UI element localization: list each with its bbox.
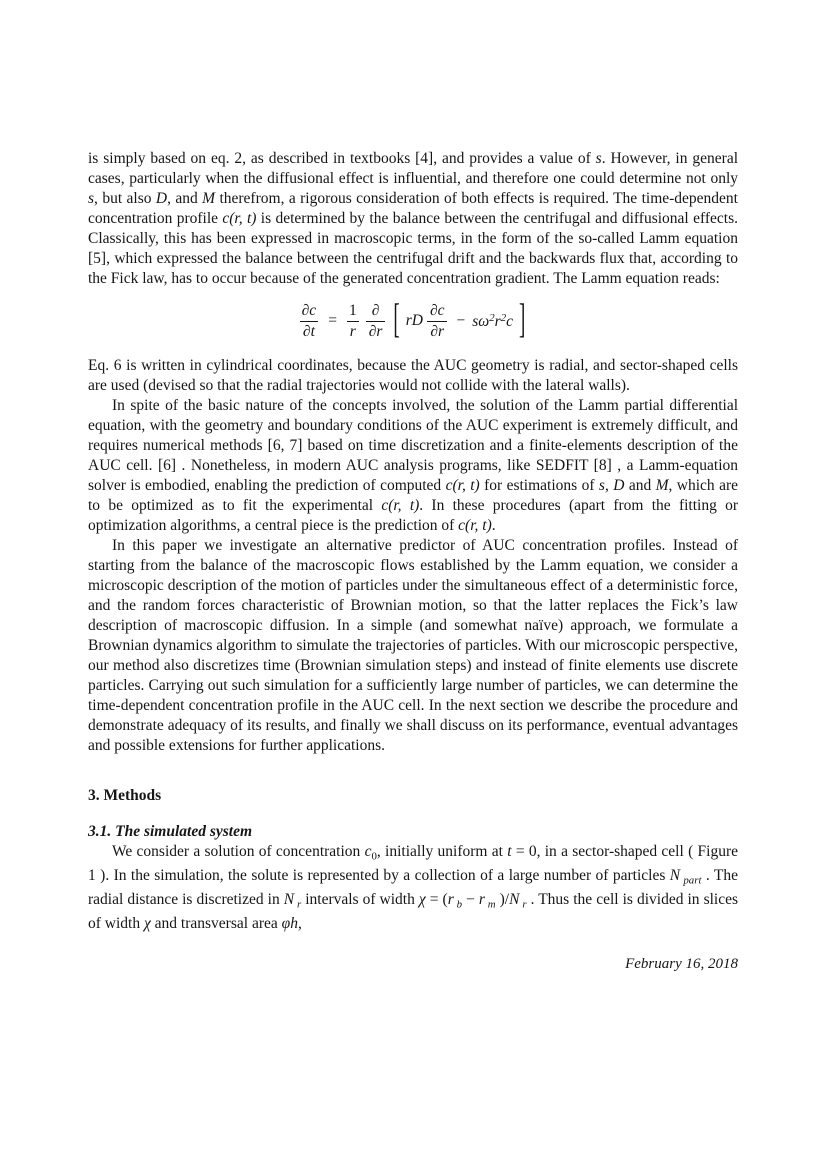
- paragraph-continuation: [88, 149, 738, 289]
- text-run: M: [655, 476, 669, 494]
- eq-left-bracket: [: [393, 297, 400, 343]
- text-run: r: [519, 898, 527, 911]
- text-run: c(r, t): [458, 516, 492, 534]
- text-run: t: [507, 842, 512, 860]
- eq-dr: ∂r: [366, 321, 386, 341]
- text-run: .: [491, 516, 496, 534]
- text-run: for estimations of: [479, 476, 599, 494]
- text-run: therefrom, a rigorous consideration of both effects is required. The time-dependent concentration profile: [88, 190, 738, 227]
- date-footer: February 16, 2018: [625, 956, 738, 973]
- text-run: = 0, in a sector-shaped cell ( Figure 1 ). In the simulation, the solute is represented by a collection of a large number of particles: [88, 842, 738, 884]
- paragraph-simulated-system: [88, 842, 738, 935]
- eq-sedimentation-term: [472, 312, 513, 331]
- eq-partial: ∂: [371, 302, 380, 319]
- eq-right-bracket: ]: [519, 297, 526, 343]
- text-run: sω: [472, 312, 490, 330]
- text-run: N: [283, 891, 295, 909]
- text-run: c: [506, 312, 514, 330]
- text-run: s: [595, 150, 602, 167]
- text-run: M: [202, 190, 216, 207]
- text-run: part: [680, 874, 702, 887]
- text-run: s: [88, 190, 95, 207]
- eq-dc2: ∂c: [429, 302, 445, 319]
- paragraph-lamm-solution: [88, 396, 738, 536]
- eq-frac-dc-dr: [427, 302, 448, 341]
- text-run: 2: [500, 311, 507, 324]
- eq-frac-dc-dt: [299, 302, 320, 341]
- text-run: χ: [418, 891, 426, 909]
- text-run: and transversal area: [150, 915, 282, 933]
- text-run: )/: [495, 891, 510, 909]
- text-run: m: [484, 898, 496, 911]
- text-run: c: [364, 842, 372, 860]
- text-run: . In these procedures (apart from the fitting or optimization algorithms, a central piece is the prediction of: [88, 496, 738, 534]
- text-run: . However, in general cases, particularly when the diffusional effect is influential, and therefore one could determine not only: [88, 150, 739, 187]
- eq-dc: ∂c: [301, 302, 317, 319]
- eq-rD-term: rD: [405, 312, 423, 330]
- text-run: intervals of width: [301, 891, 419, 909]
- text-run: s: [598, 476, 605, 494]
- text-run: , and: [167, 190, 203, 207]
- text-run: 2: [489, 311, 495, 324]
- text-run: χ: [143, 915, 151, 933]
- paragraph-eq6-remark: Eq. 6 is written in cylindrical coordinates, because the AUC geometry is radial, and sector-shaped cells are used (devised so that the radial trajectories would not collide with the lateral walls).: [88, 356, 738, 394]
- text-run: is simply based on eq. 2, as described in textbooks [4], and provides a value of: [88, 150, 596, 167]
- text-run: We consider a solution of concentration: [112, 842, 365, 860]
- text-run: , which are to be optimized as to fit the experimental: [88, 476, 739, 514]
- eq-equals-sign: =: [328, 312, 337, 330]
- eq-frac-partial-dr: [366, 302, 386, 341]
- text-run: b: [453, 898, 463, 911]
- text-run: c(r, t): [445, 476, 480, 494]
- text-run: D: [155, 190, 168, 207]
- text-run: N: [509, 891, 520, 909]
- text-run: N: [669, 866, 681, 884]
- text-run: r: [294, 898, 302, 911]
- text-run: and: [624, 476, 656, 494]
- eq-dt: ∂t: [300, 321, 318, 341]
- text-run: r: [494, 312, 501, 330]
- text-run: r: [447, 891, 454, 909]
- text-column: [88, 149, 738, 974]
- text-run: φh: [281, 915, 298, 933]
- text-run: , but also: [94, 190, 156, 207]
- eq-minus-sign: −: [456, 312, 466, 330]
- text-run: r: [478, 891, 485, 909]
- lamm-equation: [88, 297, 738, 343]
- text-run: ,: [604, 476, 614, 494]
- text-run: . Thus the cell is divided in slices of width: [88, 891, 739, 933]
- eq-dr2: ∂r: [427, 321, 447, 341]
- eq-r: r: [347, 321, 359, 341]
- text-run: ,: [297, 915, 302, 933]
- eq-one: 1: [348, 302, 357, 319]
- text-run: 0: [371, 849, 377, 862]
- subsection-heading-simulated-system: 3.1. The simulated system: [88, 822, 253, 840]
- text-run: c(r, t): [381, 496, 420, 514]
- eq-frac-one-over-r: [346, 302, 360, 341]
- text-run: , initially uniform at: [376, 842, 508, 860]
- section-heading-methods: 3. Methods: [88, 786, 162, 804]
- text-run: is determined by the balance between the centrifugal and diffusional effects. Classically, this has been expressed in macroscopic terms, in the form of the so-called Lamm equation [5], which expressed the balance between the centrifugal drift and the backwards flux that, according to the Fick law, has to occur because of the generated concentration gradient. The Lamm equation reads:: [88, 210, 738, 287]
- text-run: c(r, t): [222, 210, 257, 227]
- paragraph-this-paper: In this paper we investigate an alternative predictor of AUC concentration profiles. Instead of starting from the balance of the macroscopic flows established by the Lamm equation, we consider a microscopic description of the motion of particles under the simultaneous effect of a deterministic force, and the random forces characteristic of Brownian motion, so that the latter replaces the Fick’s law description of macroscopic diffusion. In a simple (and somewhat naïve) approach, we formulate a Brownian dynamics algorithm to simulate the trajectories of particles. With our microscopic perspective, our method also discretizes time (Brownian simulation steps) and instead of finite elements use discrete particles. Carrying out such simulation for a sufficiently large number of particles, we can determine the time-dependent concentration profile in the AUC cell. In the next section we describe the procedure and demonstrate adequacy of its results, and finally we shall discuss on its performance, eventual advantages and possible extensions for further applications.: [88, 536, 738, 754]
- text-run: = (: [425, 891, 448, 909]
- text-run: In spite of the basic nature of the concepts involved, the solution of the Lamm partial differential equation, with the geometry and boundary conditions of the AUC experiment is extremely difficult, and requires numerical methods [6, 7] based on time discretization and a finite-elements description of the AUC cell. [6] . Nonetheless, in modern AUC analysis programs, like SEDFIT [8] , a Lamm-equation solver is embodied, enabling the prediction of computed: [88, 396, 738, 494]
- text-run: D: [613, 476, 625, 494]
- text-run: −: [462, 891, 479, 909]
- text-run: . The radial distance is discretized in: [88, 866, 738, 909]
